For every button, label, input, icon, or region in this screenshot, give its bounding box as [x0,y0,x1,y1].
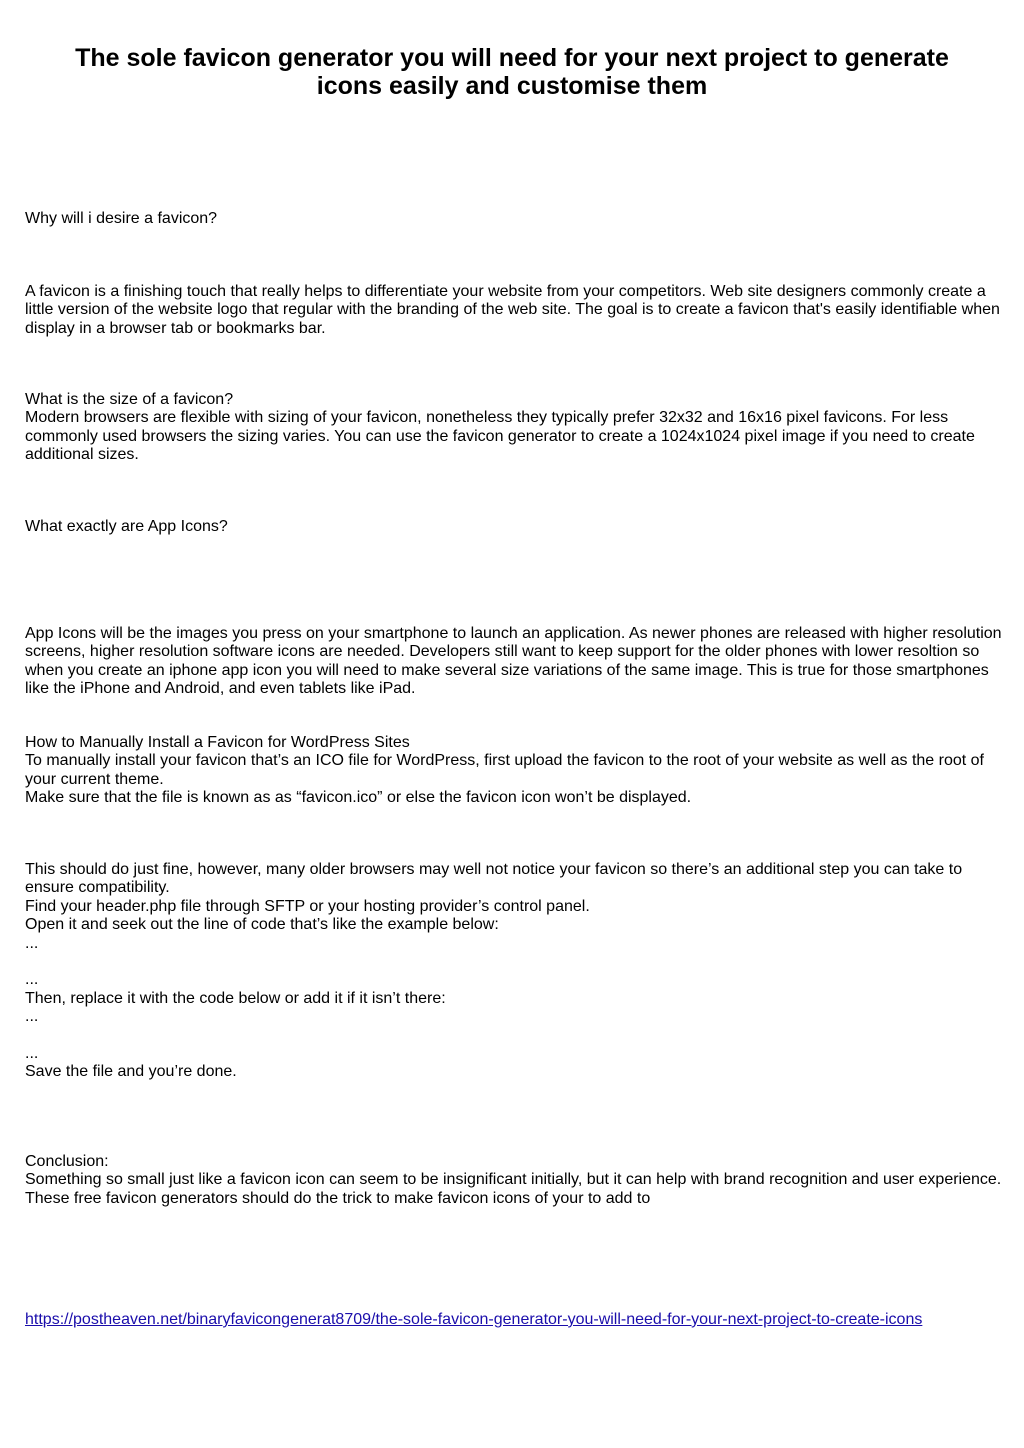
blank-line [25,1027,1005,1045]
paragraph-save-file: Save the file and you’re done. [25,1063,237,1081]
paragraph-conclusion: Something so small just like a favicon icon can seem to be insignificant initially, but it can help with brand recognition and user experience. These free favicon generators should do the trick to make favicon icons of your to add to [25,1171,1006,1207]
paragraph-favicon-intro [25,283,1005,338]
code-placeholder-3: ... [25,1008,39,1026]
section-compatibility [25,861,1005,1082]
question-why-favicon-text: Why will i desire a favicon? [25,210,218,227]
heading-wordpress-install: How to Manually Install a Favicon for WordPress Sites [25,734,410,751]
question-favicon-size: What is the size of a favicon? [25,391,234,408]
paragraph-compatibility: This should do just fine, however, many older browsers may well not notice your favicon so there’s an additional step you can take to ensure compatibility. [25,861,967,897]
paragraph-app-icons-text: App Icons will be the images you press on your smartphone to launch an application. As newer phones are released with higher resolution screens, higher resolution software icons are needed. Developers still want to keep support for the older phones with lower resoltion so when you create an iphone app icon you will need to make several size variations of the same image. This is true for those smartphones like the iPhone and Android, and even tablets like iPad. [25,625,1007,698]
question-why-favicon [25,210,1005,228]
heading-conclusion: Conclusion: [25,1153,109,1170]
document-title: The sole favicon generator you will need for your next project to generate icons easily and customise them [75,44,949,100]
section-conclusion [25,1153,1005,1208]
source-link[interactable]: https://postheaven.net/binaryfavicongenerat8709/the-sole-favicon-generator-you-will-need-for-your-next-project-to-create-icons [25,1311,923,1328]
paragraph-replace-code: Then, replace it with the code below or add it if it isn’t there: [25,989,446,1007]
paragraph-seek-line: Open it and seek out the line of code that’s like the example below: [25,916,499,934]
paragraph-find-header: Find your header.php file through SFTP or your hosting provider’s control panel. [25,897,590,915]
section-wordpress-install [25,734,1005,808]
paragraph-wordpress-upload: To manually install your favicon that’s an ICO file for WordPress, first upload the favicon to the root of your website as well as the root of your current theme. [25,752,989,788]
question-app-icons-text: What exactly are App Icons? [25,518,228,535]
code-placeholder-1: ... [25,934,39,952]
blank-line [25,953,1005,971]
paragraph-favicon-intro-text: A favicon is a finishing touch that really helps to differentiate your website from your competitors. Web site designers commonly create a little version of the website logo that regular with the branding of the web site. The goal is to create a favicon that's easily identifiable when display in a browser tab or bookmarks bar. [25,283,1005,337]
code-placeholder-4: ... [25,1045,39,1063]
paragraph-app-icons [25,625,1005,699]
code-placeholder-2: ... [25,971,39,989]
section-favicon-size [25,391,1005,465]
paragraph-favicon-size: Modern browsers are flexible with sizing of your favicon, nonetheless they typically prefer 32x32 and 16x16 pixel favicons. For less commonly used browsers the sizing varies. You can use the favicon generator to create a 1024x1024 pixel image if you need to create additional sizes. [25,409,980,464]
paragraph-wordpress-filename: Make sure that the file is known as as “favicon.ico” or else the favicon icon won’t be displayed. [25,789,692,807]
question-app-icons [25,518,1005,536]
